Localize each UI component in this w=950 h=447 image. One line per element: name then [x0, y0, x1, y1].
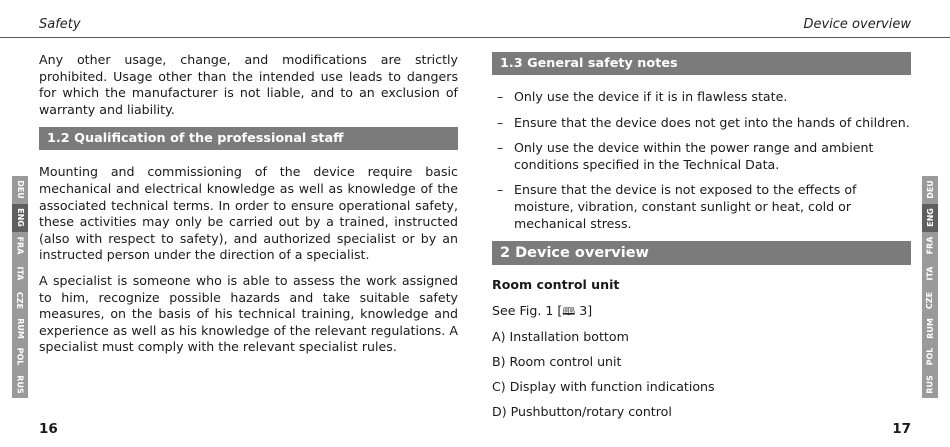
language-tab-rus[interactable]: RUS [925, 374, 935, 394]
safety-notes-list [492, 89, 911, 232]
language-tabs-left [12, 176, 28, 398]
qualification-paragraph-2: A specialist is someone who is able to assess the work assigned to him, recognize possible hazards and take suitable safety measures, on the basis of his technical training, knowledge and experience as well as his knowledge of the relevant regulations. A specialist must comply with the relevant specialist rules. [39, 272, 458, 355]
component-item: A) Installation bottom [492, 328, 629, 344]
list-item: – Only use the device if it is in flawless state. [497, 89, 788, 104]
list-item: – Ensure that the device does not get into the hands of children. [497, 114, 910, 130]
qualification-paragraph-1: Mounting and commissioning of the device require basic mechanical and electrical knowledge as well as knowledge of the associated technical terms. In order to ensure operational safety, these activities may only be carried out by a trained, instructed (also with respect to safety), and authorized specialist or by an instructed person under the direction of a specialist. [39, 164, 458, 263]
language-tab-fra[interactable]: FRA [925, 236, 935, 255]
language-tab-pol[interactable]: POL [925, 347, 935, 366]
component-item: D) Pushbutton/rotary control [492, 404, 672, 420]
language-tab-deu[interactable]: DEU [15, 180, 25, 200]
running-header-right: Device overview [803, 17, 911, 32]
language-tab-rum[interactable]: RUM [925, 318, 935, 339]
page-number-right: 17 [892, 421, 911, 437]
component-item: B) Room control unit [492, 353, 622, 369]
list-item: – Only use the device within the power range and ambient conditions specified in the Technical Data. [497, 140, 874, 172]
component-item: C) Display with function indications [492, 379, 715, 395]
left-column [39, 52, 458, 365]
list-item-text: Ensure that the device is not exposed to the effects of moisture, vibration, constant sunlight or heat, cold or mechanical stress. [514, 182, 857, 231]
section-heading-1-3: 1.3 General safety notes [492, 52, 911, 75]
intro-paragraph: Any other usage, change, and modifications are strictly prohibited. Usage other than the intended use leads to dangers for which the manufacturer is not liable, and to an exclusion of warranty and liability. [39, 52, 458, 117]
language-tab-ita[interactable]: ITA [925, 266, 935, 281]
language-tabs-right [922, 176, 938, 398]
list-item-text: Ensure that the device does not get into the hands of children. [514, 114, 910, 130]
subheading-room-control-unit: Room control unit [492, 277, 620, 293]
header-rule [0, 37, 950, 38]
running-header-left: Safety [39, 17, 81, 32]
language-tab-eng[interactable]: ENG [922, 204, 938, 232]
figure-reference: See Fig. 1 [🕮 3] [492, 302, 593, 318]
right-column [492, 52, 911, 429]
language-tab-pol[interactable]: POL [15, 347, 25, 366]
section-heading-1-2: 1.2 Qualification of the professional staff [39, 127, 458, 150]
language-tab-rum[interactable]: RUM [15, 318, 25, 339]
language-tab-eng[interactable]: ENG [12, 204, 28, 232]
language-tab-rus[interactable]: RUS [15, 374, 25, 394]
section-heading-2: 2 Device overview [492, 241, 911, 265]
list-item-text: Only use the device if it is in flawless state. [514, 89, 788, 104]
language-tab-cze[interactable]: CZE [15, 292, 25, 310]
language-tab-deu[interactable]: DEU [925, 180, 935, 200]
language-tab-ita[interactable]: ITA [15, 266, 25, 281]
list-item-text: Only use the device within the power range and ambient conditions specified in the Technical Data. [514, 140, 874, 172]
book-icon: 🕮 [562, 304, 576, 318]
list-item: – Ensure that the device is not exposed to the effects of moisture, vibration, constant sunlight or heat, cold or mechanical stress. [497, 182, 857, 231]
language-tab-fra[interactable]: FRA [15, 236, 25, 255]
language-tab-cze[interactable]: CZE [925, 292, 935, 310]
page-number-left: 16 [39, 421, 58, 437]
